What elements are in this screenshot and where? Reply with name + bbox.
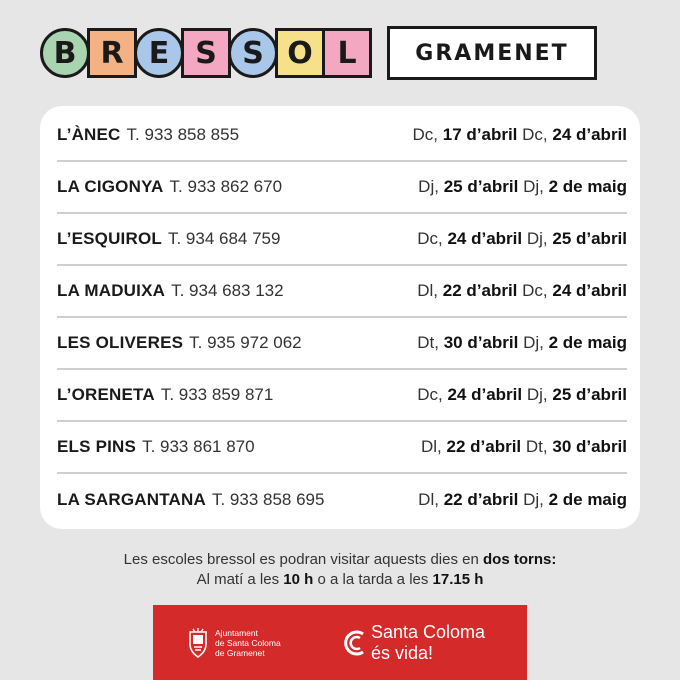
school-info [57,333,302,353]
bressol-letter: L [322,28,372,78]
school-phone: T. 934 683 132 [171,281,284,300]
header-logo [40,26,597,80]
visit-date: 30 d’abril [443,333,519,352]
day-abbr: Dj, [526,229,548,248]
bressol-letter: S [181,28,231,78]
table-row [57,266,627,318]
slogan-line: és vida! [371,642,434,663]
visit-date: 2 de maig [548,333,627,352]
table-row [57,422,627,474]
school-name: L’ORENETA [57,385,155,404]
school-info [57,490,324,510]
day-abbr: Dj, [523,333,544,352]
school-info [57,281,284,301]
school-info [57,385,273,405]
school-info [57,437,255,457]
school-phone: T. 934 684 759 [167,229,281,248]
day-abbr: Dc, [522,281,548,300]
ajuntament-line: de Santa Coloma [215,637,281,648]
ajuntament-label [215,628,305,658]
visit-date: 22 d’abril [442,281,518,300]
visit-date: 24 d’abril [552,125,627,144]
visit-info [0,550,680,590]
visit-date: 22 d’abril [446,437,522,456]
table-row [57,370,627,422]
info-bold: dos torns: [483,551,557,568]
visit-date: 24 d’abril [447,229,523,248]
day-abbr: Dl, [421,437,442,456]
visit-date: 2 de maig [548,177,627,196]
day-abbr: Dc, [417,385,443,404]
day-abbr: Dl, [418,490,439,509]
school-phone: T. 933 859 871 [160,385,274,404]
table-row [57,214,627,266]
school-name: LES OLIVERES [57,333,184,352]
school-info [57,177,282,197]
visit-dates [417,385,627,405]
info-text: Al matí a les [196,571,284,588]
day-abbr: Dj, [523,177,544,196]
school-name: LA SARGANTANA [57,490,206,509]
info-line-2 [0,570,680,590]
visit-date: 25 d’abril [552,385,627,404]
school-phone: T. 935 972 062 [189,333,302,352]
info-bold: 17.15 h [432,571,484,588]
bressol-letter: B [40,28,90,78]
visit-date: 17 d’abril [442,125,518,144]
school-info [57,229,280,249]
visit-date: 22 d’abril [443,490,519,509]
school-phone: T. 933 861 870 [142,437,255,456]
day-abbr: Dt, [417,333,439,352]
ajuntament-line: de Gramenet [215,647,265,658]
school-name: LA MADUIXA [57,281,166,300]
table-row [57,318,627,370]
day-abbr: Dj, [523,490,544,509]
day-abbr: Dc, [412,125,439,144]
school-info [57,125,239,145]
info-text: o a la tarda a les [313,571,433,588]
visit-dates [418,177,627,197]
table-row [57,474,627,526]
day-abbr: Dt, [525,437,548,456]
school-phone: T. 933 862 670 [169,177,283,196]
school-phone: T. 933 858 855 [126,125,240,144]
table-row [57,162,627,214]
day-abbr: Dl, [417,281,439,300]
visit-dates [417,229,627,249]
bressol-logo [40,28,369,78]
visit-dates [421,437,627,457]
bressol-letter: S [228,28,278,78]
visit-date: 25 d’abril [443,177,519,196]
info-bold: 10 h [283,571,314,588]
visit-date: 30 d’abril [552,437,627,456]
day-abbr: Dc, [522,125,548,144]
footer-banner [153,605,527,680]
info-text: Les escoles bressol es podran visitar aquests dies en [123,551,484,568]
ajuntament-line: Ajuntament [215,627,258,638]
day-abbr: Dc, [417,229,443,248]
visit-date: 24 d’abril [447,385,523,404]
school-phone: T. 933 858 695 [211,490,325,509]
slogan [371,622,485,664]
visit-date: 2 de maig [548,490,627,509]
santa-coloma-c-icon [341,628,367,658]
info-line-1 [0,550,680,570]
gramenet-label: GRAMENET [387,26,597,80]
bressol-letter: O [275,28,325,78]
bressol-letter: R [87,28,137,78]
school-name: L’ESQUIROL [57,229,162,248]
school-name: LA CIGONYA [57,177,164,196]
visit-dates [413,125,627,145]
day-abbr: Dj, [418,177,439,196]
table-row [57,110,627,162]
visit-dates [417,333,627,353]
school-name: ELS PINS [57,437,137,456]
bressol-letter: E [134,28,184,78]
schools-card [40,106,640,529]
visit-dates [418,490,627,510]
visit-date: 25 d’abril [552,229,627,248]
day-abbr: Dj, [526,385,548,404]
visit-dates [417,281,627,301]
school-name: L’ÀNEC [57,125,121,144]
visit-date: 24 d’abril [552,281,627,300]
city-crest-icon [187,628,209,658]
slogan-line: Santa Coloma [371,621,486,642]
